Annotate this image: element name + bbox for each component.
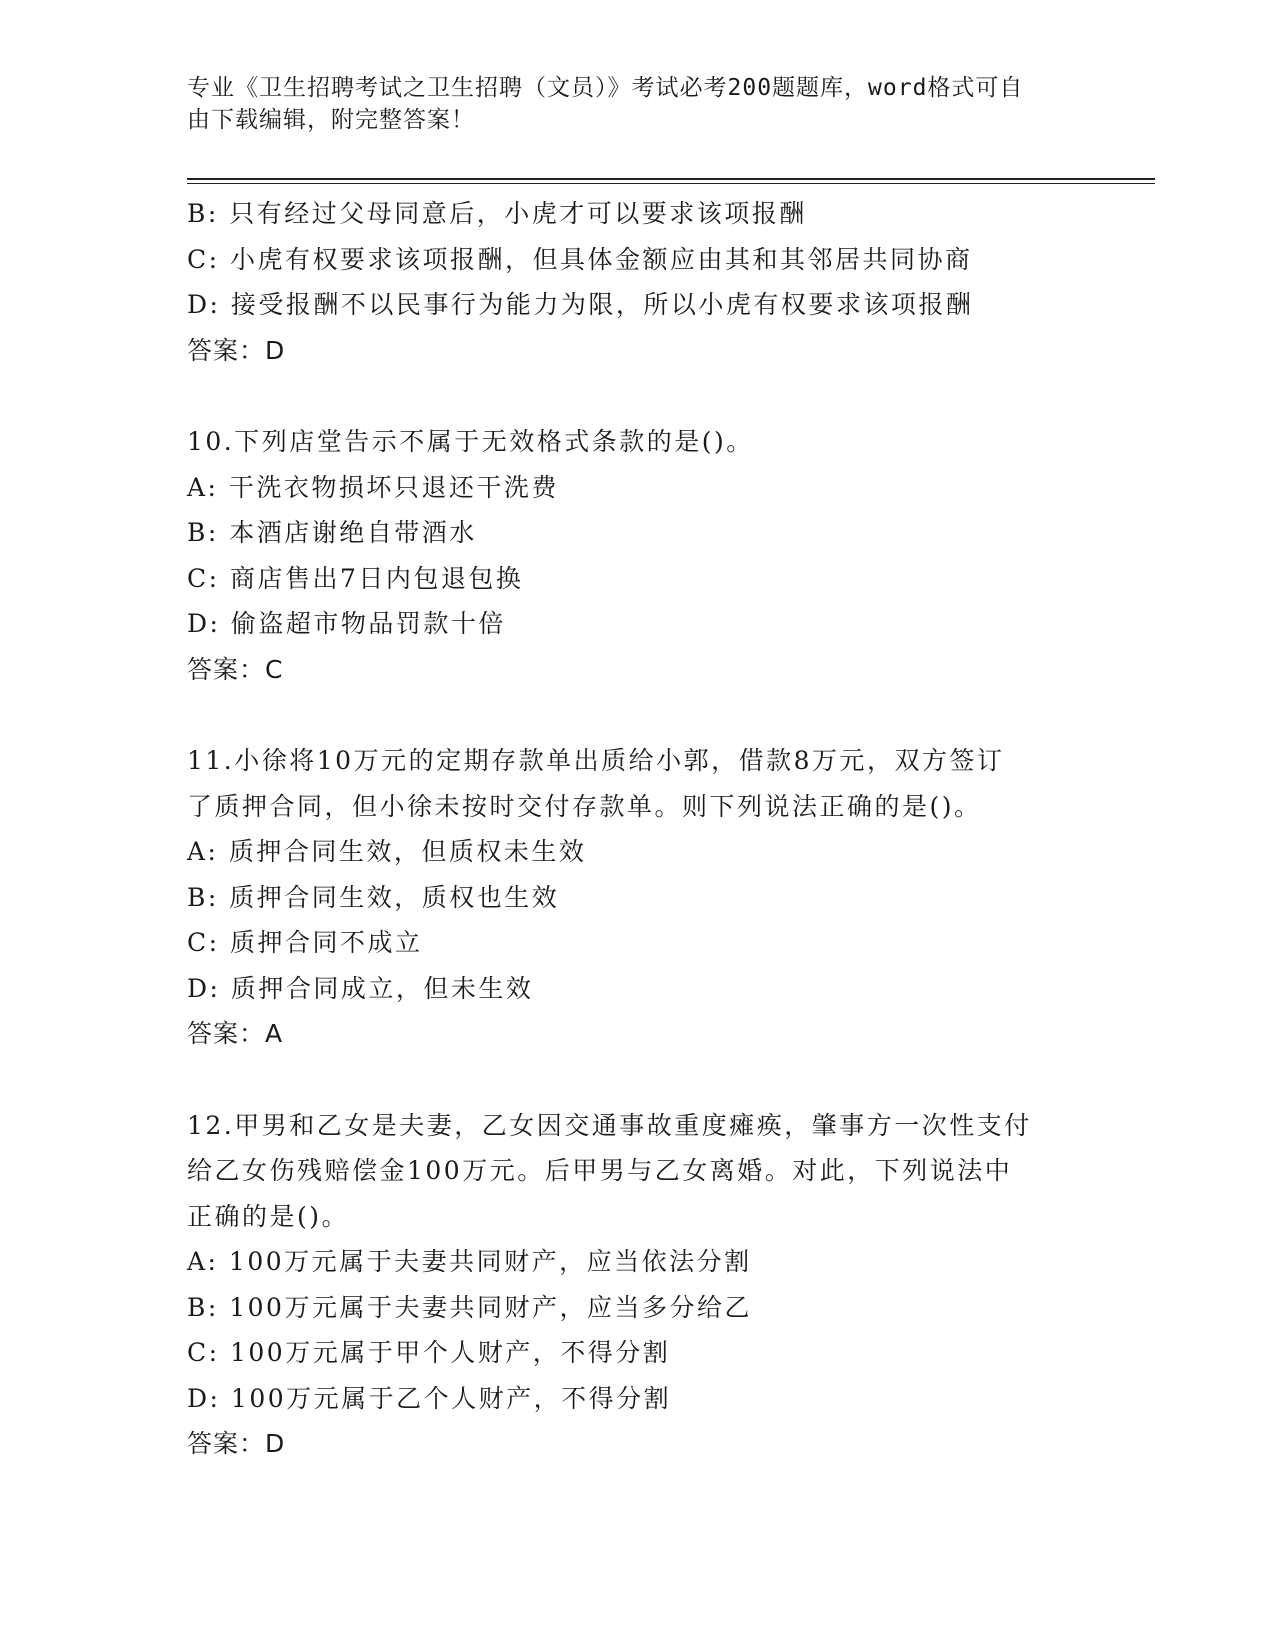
question-text: 给乙女伤残赔偿金100万元。后甲男与乙女离婚。对此，下列说法中 — [187, 1156, 1013, 1185]
question-text: 10.下列店堂告示不属于无效格式条款的是()。 — [187, 427, 754, 456]
question-10 — [187, 419, 1147, 692]
option-d: D: 偷盗超市物品罚款十倍 — [187, 609, 506, 638]
answer-line: 答案：D — [187, 335, 286, 365]
header-divider-thin — [187, 183, 1155, 184]
question-list — [187, 191, 1147, 1467]
question-11 — [187, 738, 1147, 1057]
option-b: B: 质押合同生效，质权也生效 — [187, 882, 560, 912]
option-a: A: 100万元属于夫妻共同财产，应当依法分割 — [187, 1247, 752, 1276]
option-a: A: 质押合同生效，但质权未生效 — [187, 837, 587, 866]
spacer — [187, 373, 1147, 419]
spacer — [187, 692, 1147, 738]
header-title-line-1: 专业《卫生招聘考试之卫生招聘（文员）》考试必考200题题库，word格式可自 — [187, 75, 1024, 101]
answer-line: 答案：D — [187, 1429, 286, 1458]
option-c: C: 100万元属于甲个人财产，不得分割 — [187, 1338, 671, 1367]
header-title-line-2: 由下载编辑，附完整答案！ — [187, 107, 475, 133]
option-d: D: 质押合同成立，但未生效 — [187, 973, 534, 1003]
option-d: D: 接受报酬不以民事行为能力为限，所以小虎有权要求该项报酬 — [187, 290, 974, 319]
question-12 — [187, 1103, 1147, 1467]
question-text: 11.小徐将10万元的定期存款单出质给小郭，借款8万元，双方签订 — [187, 746, 1005, 775]
header-divider-thick — [187, 178, 1155, 180]
question-9-continued — [187, 191, 1147, 373]
spacer — [187, 1057, 1147, 1103]
option-a: A: 干洗衣物损坏只退还干洗费 — [187, 472, 559, 502]
option-b: B: 只有经过父母同意后，小虎才可以要求该项报酬 — [187, 199, 807, 228]
question-text: 12.甲男和乙女是夫妻，乙女因交通事故重度瘫痪，肇事方一次性支付 — [187, 1110, 1032, 1140]
answer-line: 答案：A — [187, 1019, 284, 1048]
option-c: C: 质押合同不成立 — [187, 928, 423, 957]
option-b: B: 100万元属于夫妻共同财产，应当多分给乙 — [187, 1292, 752, 1322]
document-header — [187, 72, 1077, 136]
option-d: D: 100万元属于乙个人财产，不得分割 — [187, 1383, 672, 1413]
question-text: 了质押合同，但小徐未按时交付存款单。则下列说法正确的是()。 — [187, 791, 982, 821]
option-b: B: 本酒店谢绝自带酒水 — [187, 518, 477, 547]
option-c: C: 商店售出7日内包退包换 — [187, 563, 524, 593]
answer-line: 答案：C — [187, 654, 284, 684]
question-text: 正确的是()。 — [187, 1201, 350, 1231]
option-c: C: 小虎有权要求该项报酬，但具体金额应由其和其邻居共同协商 — [187, 244, 973, 274]
